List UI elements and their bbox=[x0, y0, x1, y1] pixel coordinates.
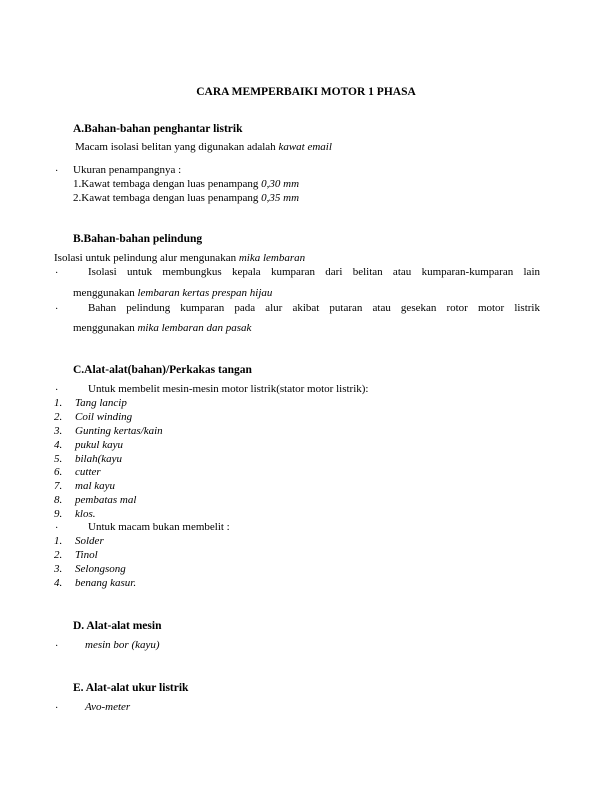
section-e-heading: E. Alat-alat ukur listrik bbox=[73, 682, 189, 694]
list-text: mal kayu bbox=[75, 480, 116, 492]
section-a-item-2 bbox=[73, 192, 299, 206]
list-number: 9. bbox=[54, 508, 63, 520]
section-a-heading: A.Bahan-bahan penghantar listrik bbox=[73, 123, 243, 135]
list-text: Tang lancip bbox=[75, 397, 127, 409]
list-text: pukul kayu bbox=[75, 439, 123, 451]
section-e-item: Avo-meter bbox=[85, 701, 131, 713]
list-text: Coil winding bbox=[75, 411, 133, 423]
list-number: 1. bbox=[54, 397, 63, 409]
list-number: 1. bbox=[54, 535, 63, 547]
line-emphasis: lembaran kertas prespan hijau bbox=[137, 287, 273, 299]
section-d-heading: D. Alat-alat mesin bbox=[73, 620, 162, 632]
item-text: 1.Kawat tembaga dengan luas penampang bbox=[73, 178, 262, 190]
list-number: 3. bbox=[54, 425, 63, 437]
list-text: Gunting kertas/kain bbox=[75, 425, 163, 437]
list-number: 5. bbox=[54, 453, 63, 465]
bullet-icon: · bbox=[55, 166, 59, 177]
section-a-intro bbox=[75, 141, 332, 155]
section-c-heading: C.Alat-alat(bahan)/Perkakas tangan bbox=[73, 364, 252, 376]
item-emphasis: 0,35 mm bbox=[261, 192, 300, 204]
list-number: 2. bbox=[54, 549, 63, 561]
section-b-intro bbox=[54, 252, 305, 266]
item-text: 2.Kawat tembaga dengan luas penampang bbox=[73, 192, 262, 204]
bullet-icon: · bbox=[55, 385, 59, 396]
section-b-intro-text: Isolasi untuk pelindung alur mengunakan bbox=[54, 252, 239, 264]
bullet-icon: · bbox=[55, 703, 59, 714]
item-emphasis: 0,30 mm bbox=[261, 178, 300, 190]
section-b-bullet-1-line-2 bbox=[73, 287, 272, 301]
list-number: 8. bbox=[54, 494, 63, 506]
list-text: pembatas mal bbox=[75, 494, 137, 506]
list-number: 4. bbox=[54, 439, 63, 451]
list-text: Solder bbox=[75, 535, 104, 547]
section-d-item: mesin bor (kayu) bbox=[85, 639, 160, 651]
section-b-bullet-2-line-2 bbox=[73, 322, 251, 336]
bullet-icon: · bbox=[55, 268, 59, 279]
line-text: menggunakan bbox=[73, 322, 138, 334]
list-text: benang kasur. bbox=[75, 577, 137, 589]
section-a-intro-text: Macam isolasi belitan yang digunakan adalah bbox=[75, 141, 279, 153]
list-number: 3. bbox=[54, 563, 63, 575]
section-a-intro-emphasis: kawat email bbox=[278, 141, 332, 153]
line-emphasis: mika lembaran dan pasak bbox=[137, 322, 252, 334]
list-text: Tinol bbox=[75, 549, 98, 561]
list-number: 6. bbox=[54, 466, 63, 478]
list-text: cutter bbox=[75, 466, 101, 478]
list-number: 4. bbox=[54, 577, 63, 589]
section-a-sub-label: Ukuran penampangnya : bbox=[73, 164, 182, 176]
section-b-heading: B.Bahan-bahan pelindung bbox=[73, 233, 203, 245]
list-text: klos. bbox=[75, 508, 96, 520]
line-text: menggunakan bbox=[73, 287, 138, 299]
section-b-bullet-1-line-1: Isolasi untuk membungkus kepala kumparan dari belitan atau kumparan-kumparan lain bbox=[88, 266, 540, 278]
list-text: Selongsong bbox=[75, 563, 126, 575]
section-a-item-1 bbox=[73, 178, 299, 192]
section-c-group-2-label: Untuk macam bukan membelit : bbox=[88, 521, 230, 533]
section-b-intro-emphasis: mika lembaran bbox=[238, 252, 306, 264]
bullet-icon: · bbox=[55, 304, 59, 315]
section-c-group-1-label: Untuk membelit mesin-mesin motor listrik(stator motor listrik): bbox=[88, 383, 369, 395]
document-title: CARA MEMPERBAIKI MOTOR 1 PHASA bbox=[196, 86, 416, 98]
list-number: 2. bbox=[54, 411, 63, 423]
section-b-bullet-2-line-1: Bahan pelindung kumparan pada alur akibat putaran atau gesekan rotor motor listrik bbox=[88, 302, 540, 314]
bullet-icon: · bbox=[55, 641, 59, 652]
bullet-icon: · bbox=[55, 523, 59, 534]
list-text: bilah(kayu bbox=[75, 453, 123, 465]
list-number: 7. bbox=[54, 480, 63, 492]
